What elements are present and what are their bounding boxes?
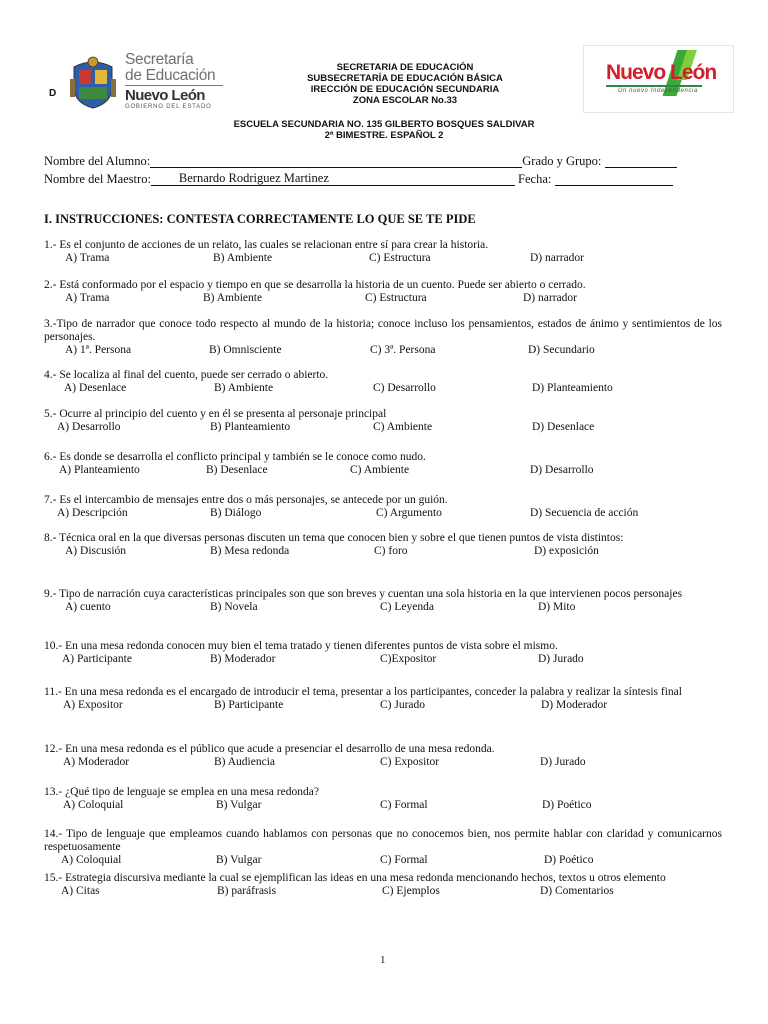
maestro-row [44,171,673,186]
question-options [44,464,722,477]
option-c[interactable]: C) Estructura [365,292,427,304]
option-a[interactable]: A) Citas [61,885,100,897]
option-a[interactable]: A) Trama [65,292,110,304]
question-stem: 13.- ¿Qué tipo de lenguaje se emplea en una mesa redonda? [44,786,319,798]
option-b[interactable]: B) Ambiente [213,252,273,264]
fecha-label: Fecha: [518,172,552,186]
question-stem: 2.- Está conformado por el espacio y tiempo en que se desarrolla la historia de un cuento. Puede ser abierto o cerrado. [44,279,586,291]
option-c[interactable]: C) Expositor [380,756,440,768]
option-c[interactable]: C) 3ª. Persona [370,344,436,356]
option-d[interactable]: D) Moderador [541,699,608,711]
maestro-field[interactable] [151,171,515,186]
nuevo-leon-logo-slogan: Un nuevo Independencia [618,88,698,94]
question-item [44,872,722,898]
option-d[interactable]: D) Poético [542,799,592,811]
nuevo-leon-logo-word: Nuevo León [606,61,717,84]
option-d[interactable]: D) narrador [530,252,584,264]
question-options [44,601,722,614]
alumno-row [44,154,677,168]
option-c[interactable]: C) Jurado [380,699,426,711]
header-center [250,62,560,106]
question-stem: 8.- Técnica oral en la que diversas personas discuten un tema que conocen bien y sobre el que tienen puntos de vista distintos: [44,532,624,544]
option-a[interactable]: A) cuento [65,601,111,613]
question-item [44,239,722,265]
header-line: IRECCIÓN DE EDUCACIÓN SECUNDARIA [310,84,500,95]
option-d[interactable]: D) Desarrollo [530,464,594,476]
option-d[interactable]: D) Secuencia de acción [530,507,639,519]
option-c[interactable]: C) Argumento [376,507,442,519]
option-c[interactable]: C)Expositor [380,653,437,665]
page-number: 1 [380,954,386,966]
school-heading [150,119,618,141]
question-options [44,799,722,812]
alumno-field[interactable] [150,155,522,168]
question-stem: 12.- En una mesa redonda es el público que acude a presenciar el desarrollo de una mesa redonda. [44,743,495,755]
option-a[interactable]: A) Descripción [57,507,128,519]
option-a[interactable]: A) Trama [65,252,110,264]
question-item [44,318,722,357]
option-d[interactable]: D) Poético [544,854,594,866]
question-stem: 7.- Es el intercambio de mensajes entre dos o más personajes, se antecede por un guión. [44,494,448,506]
alumno-label: Nombre del Alumno: [44,154,151,168]
grado-field[interactable] [605,155,677,168]
school-name: ESCUELA SECUNDARIA NO. 135 GILBERTO BOSQUES SALDIVAR [233,119,535,130]
option-c[interactable]: C) Leyenda [380,601,434,613]
grado-label: Grado y Grupo: [522,154,602,168]
question-options [44,653,722,666]
option-d[interactable]: D) Jurado [540,756,586,768]
option-b[interactable]: B) Diálogo [210,507,262,519]
option-a[interactable]: A) Coloquial [61,854,122,866]
question-options [44,421,722,434]
secretaria-logo [125,52,237,111]
option-d[interactable]: D) Jurado [538,653,584,665]
question-options [44,699,722,712]
option-a[interactable]: A) Participante [62,653,132,665]
option-b[interactable]: B) Ambiente [214,382,274,394]
exam-subtitle: 2ª BIMESTRE. ESPAÑOL 2 [324,130,444,141]
question-stem: 9.- Tipo de narración cuya características principales son que son breves y cuentan una sola historia en la que intervienen pocos personajes [44,588,683,600]
question-stem: 1.- Es el conjunto de acciones de un relato, las cuales se relacionan entre sí para crear la historia. [44,239,489,251]
maestro-label: Nombre del Maestro: [44,172,151,186]
option-a[interactable]: A) Expositor [63,699,123,711]
option-b[interactable]: B) Moderador [210,653,276,665]
question-item [44,369,722,395]
option-b[interactable]: B) Ambiente [203,292,263,304]
header-letter: D [49,88,57,99]
question-options [44,885,722,898]
question-options [44,507,722,520]
question-item [44,743,722,769]
question-stem: 5.- Ocurre al principio del cuento y en él se presenta al personaje principal [44,408,387,420]
question-options [44,854,722,867]
question-item [44,532,722,558]
nl-underline [606,85,702,87]
instructions-heading: I. INSTRUCCIONES: CONTESTA CORRECTAMENTE LO QUE SE TE PIDE [44,212,476,226]
question-item [44,640,722,666]
option-d[interactable]: D) Desenlace [532,421,595,433]
option-c[interactable]: C) Formal [380,854,428,866]
maestro-value: Bernardo Rodriguez Martinez [178,171,329,185]
option-c[interactable]: C) Ejemplos [382,885,440,897]
option-a[interactable]: A) Planteamiento [59,464,140,476]
secretaria-logo-line2: de Educación [125,67,216,84]
option-b[interactable]: B) Vulgar [216,854,262,866]
question-item [44,828,722,867]
option-b[interactable]: B) Mesa redonda [210,545,290,557]
question-stem: 3.-Tipo de narrador que conoce todo respecto al mundo de la historia; conoce incluso los pensamientos, estados de ánimo y sentimientos de los personajes. [44,318,722,343]
header-line: SECRETARIA DE EDUCACIÓN [336,62,474,73]
question-options [44,344,722,357]
option-a[interactable]: A) Discusión [65,545,127,557]
option-d[interactable]: D) Secundario [528,344,595,356]
question-stem: 14.- Tipo de lenguaje que empleamos cuando hablamos con personas que no conocemos bien, nos permite hablar con claridad y comunicarnos respetuosamente [44,828,722,853]
option-c[interactable]: C) Formal [380,799,428,811]
option-b[interactable]: B) Desenlace [206,464,268,476]
question-item [44,408,722,434]
header-line: SUBSECRETARÍA DE EDUCACIÓN BÁSICA [307,73,503,84]
question-options [44,756,722,769]
option-a[interactable]: A) Coloquial [63,799,124,811]
option-d[interactable]: D) exposición [534,545,599,557]
option-c[interactable]: C) Estructura [369,252,431,264]
option-d[interactable]: D) Comentarios [540,885,614,897]
question-item [44,786,722,812]
option-b[interactable]: B) Audiencia [214,756,275,768]
option-b[interactable]: B) Participante [214,699,284,711]
nuevo-leon-logo [583,45,734,113]
option-c[interactable]: C) foro [374,545,408,557]
option-a[interactable]: A) 1ª. Persona [65,344,132,356]
question-item [44,686,722,712]
question-stem: 6.- Es donde se desarrolla el conflicto principal y también se le conoce como nudo. [44,451,426,463]
option-d[interactable]: D) Mito [538,601,576,613]
option-d[interactable]: D) Planteamiento [532,382,613,394]
secretaria-logo-line4: GOBIERNO DEL ESTADO [125,104,212,110]
option-b[interactable]: B) Planteamiento [210,421,291,433]
question-stem: 15.- Estrategia discursiva mediante la cual se ejemplifican las ideas en una mesa redonda mencionando hechos, textos u otros elemento [44,872,666,884]
option-c[interactable]: C) Ambiente [373,421,433,433]
option-b[interactable]: B) Omnisciente [209,344,282,356]
question-stem: 11.- En una mesa redonda es el encargado de introducir el tema, presentar a los participantes, conceder la palabra y realizar la síntesis final [44,686,682,698]
question-options [44,382,722,395]
question-item [44,451,722,477]
state-crest-icon [70,53,116,109]
option-b[interactable]: B) Vulgar [216,799,262,811]
option-b[interactable]: B) Novela [210,601,258,613]
option-c[interactable]: C) Ambiente [350,464,410,476]
secretaria-logo-line3: Nuevo León [125,87,205,104]
option-a[interactable]: A) Desenlace [64,382,127,394]
fecha-field[interactable] [555,173,673,186]
question-item [44,279,722,305]
secretaria-logo-line1: Secretaría [125,51,194,68]
question-item [44,588,722,614]
question-options [44,545,722,558]
question-options [44,252,722,265]
question-stem: 4.- Se localiza al final del cuento, puede ser cerrado o abierto. [44,369,329,381]
option-b[interactable]: B) paráfrasis [217,885,277,897]
option-a[interactable]: A) Desarrollo [57,421,121,433]
question-options [44,292,722,305]
header-line: ZONA ESCOLAR No.33 [352,95,458,106]
option-a[interactable]: A) Moderador [63,756,130,768]
question-item [44,494,722,520]
option-d[interactable]: D) narrador [523,292,577,304]
option-c[interactable]: C) Desarrollo [373,382,436,394]
question-stem: 10.- En una mesa redonda conocen muy bien el tema tratado y tienen diferentes puntos de vista sobre el mismo. [44,640,558,652]
